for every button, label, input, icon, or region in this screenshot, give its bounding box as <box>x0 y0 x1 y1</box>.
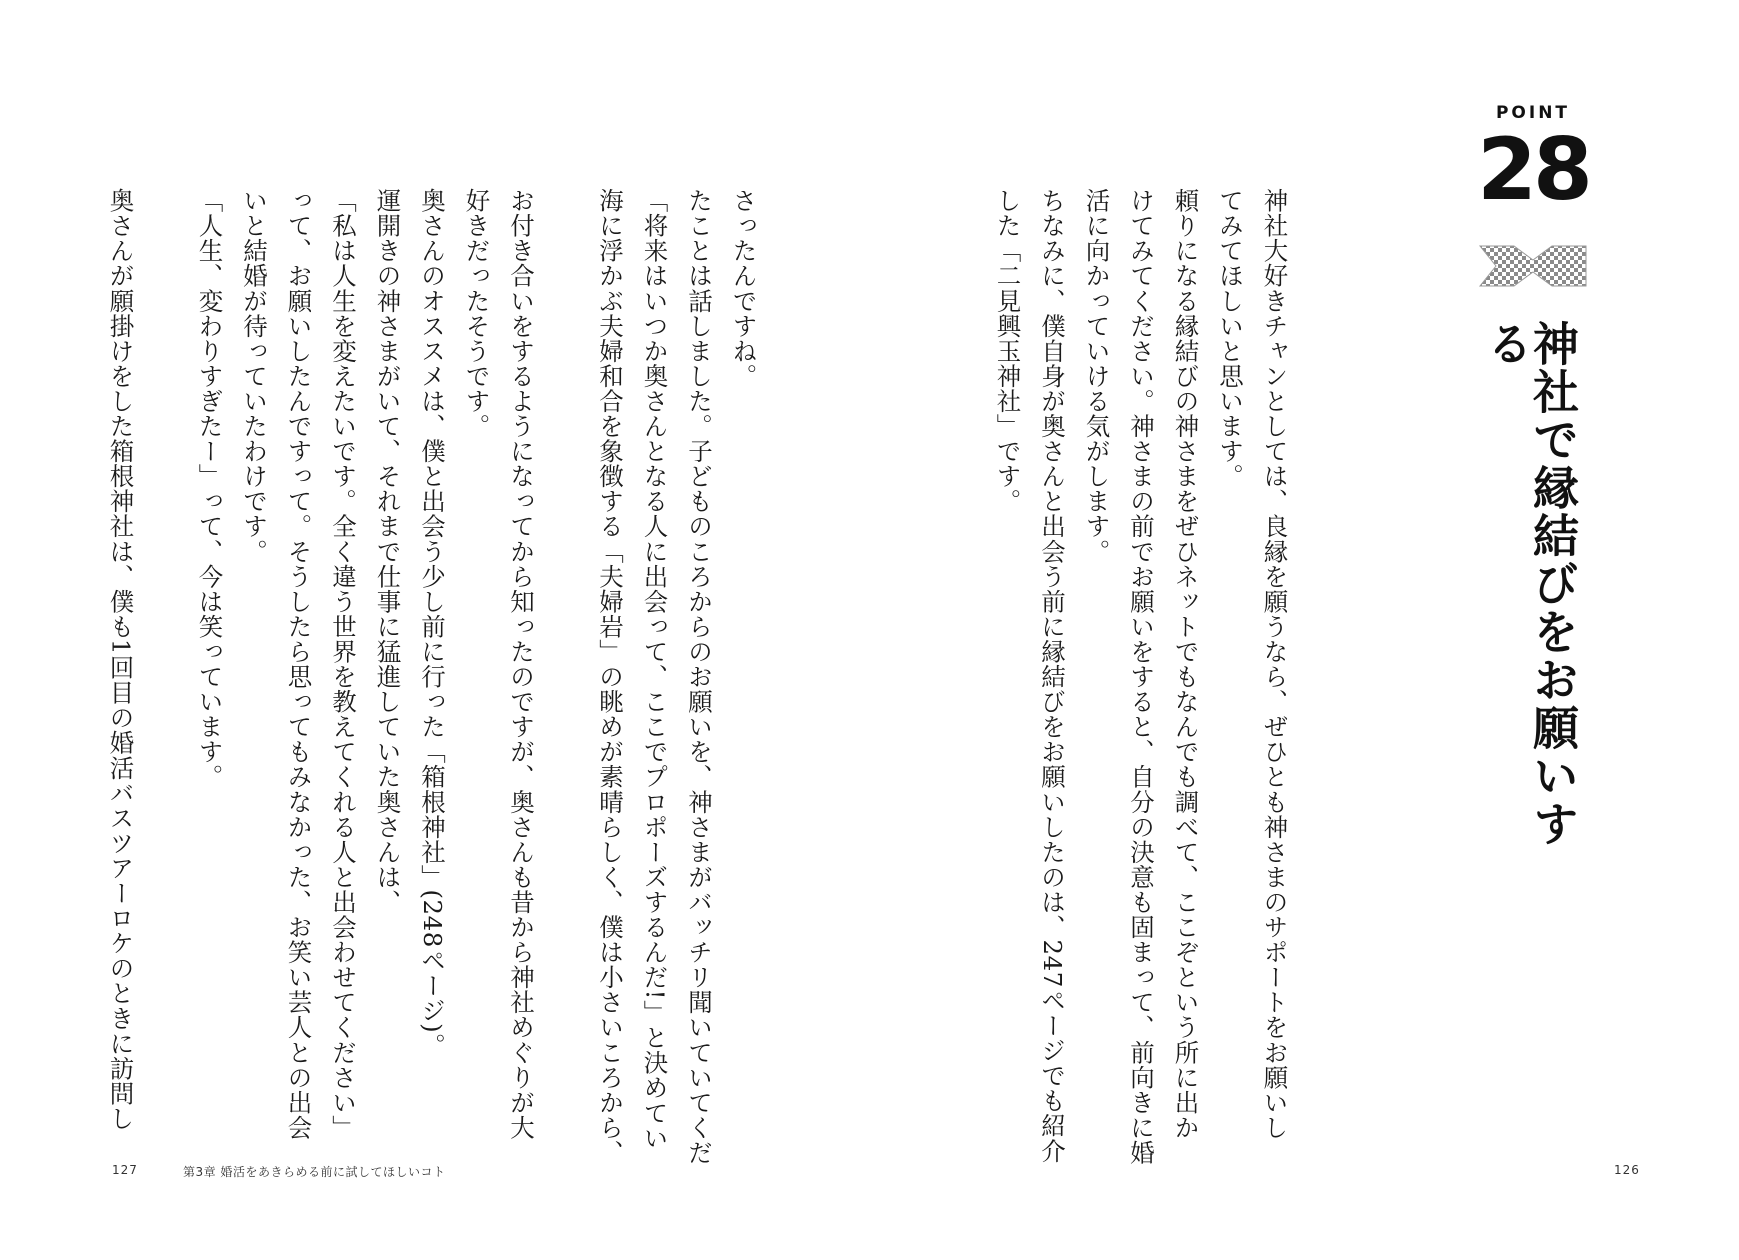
text-column: けてみてください。神さまの前でお願いをすると、自分の決意も固まって、前向きに婚 <box>1127 188 1156 1165</box>
text-column: たことは話しました。子どものころからのお願いを、神さまがバッチリ聞いていてくだ <box>685 188 714 1165</box>
text-column: 「私は人生を変えたいです。全く違う世界を教えてくれる人と出会わせてください」 <box>329 188 358 1140</box>
checkered-ribbon-ornament <box>1478 244 1588 288</box>
paragraph-spacer <box>143 188 188 1103</box>
right-page-body <box>985 188 1297 1165</box>
text-column: 神社大好きチャンとしては、良縁を願うなら、ぜひとも神さまのサポートをお願いし <box>1260 188 1290 1140</box>
point-number: 28 <box>1477 120 1589 220</box>
point-label: POINT <box>1495 103 1571 123</box>
right-page-number: 126 <box>1614 1163 1640 1177</box>
text-column: 活に向かっていける気がします。 <box>1082 188 1112 564</box>
chapter-running-head: 第3章 婚活をあきらめる前に試してほしいコト <box>183 1165 446 1179</box>
paragraph-spacer <box>543 188 588 1103</box>
text-column: 奥さんのオススメは、僕と出会う少し前に行った「箱根神社」(248ページ)。 <box>418 188 447 1059</box>
text-column: って、お願いしたんですって。そうしたら思ってもみなかった、お笑い芸人との出会 <box>284 188 314 1140</box>
left-page-body <box>98 188 766 1165</box>
text-column: 海に浮かぶ夫婦和合を象徴する「夫婦岩」の眺めが素晴らしく、僕は小さいころから、 <box>596 188 625 1165</box>
text-column: お付き合いをするようになってから知ったのですが、奥さんも昔から神社めぐりが大 <box>507 188 536 1140</box>
text-column: 運開きの神さまがいて、それまで仕事に猛進していた奥さんは、 <box>373 188 403 915</box>
text-column: いと結婚が待っていたわけです。 <box>240 188 269 564</box>
text-column: さったんですね。 <box>729 188 759 389</box>
text-column: ちなみに、僕自身が奥さんと出会う前に縁結びをお願いしたのは、247ページでも紹介 <box>1038 188 1067 1164</box>
left-page-number: 127 <box>112 1163 138 1177</box>
text-column: 好きだったそうです。 <box>462 188 492 439</box>
point-title: 神社で縁結びをお願いする <box>1480 320 1580 848</box>
text-column: した「二見興玉神社」です。 <box>993 188 1023 514</box>
text-column: てみてほしいと思います。 <box>1216 188 1245 489</box>
text-column: 「将来はいつか奥さんとなる人に出会って、ここでプロポーズするんだ!」と決めてい <box>640 188 670 1151</box>
text-column: 奥さんが願掛けをした箱根神社は、僕も1回目の婚活バスツアーロケのときに訪問し <box>106 188 136 1131</box>
text-column: 「人生、変わりすぎたー」って、今は笑っています。 <box>195 188 225 790</box>
text-column: 頼りになる縁結びの神さまをぜひネットでもなんでも調べて、ここぞという所に出か <box>1171 188 1201 1140</box>
